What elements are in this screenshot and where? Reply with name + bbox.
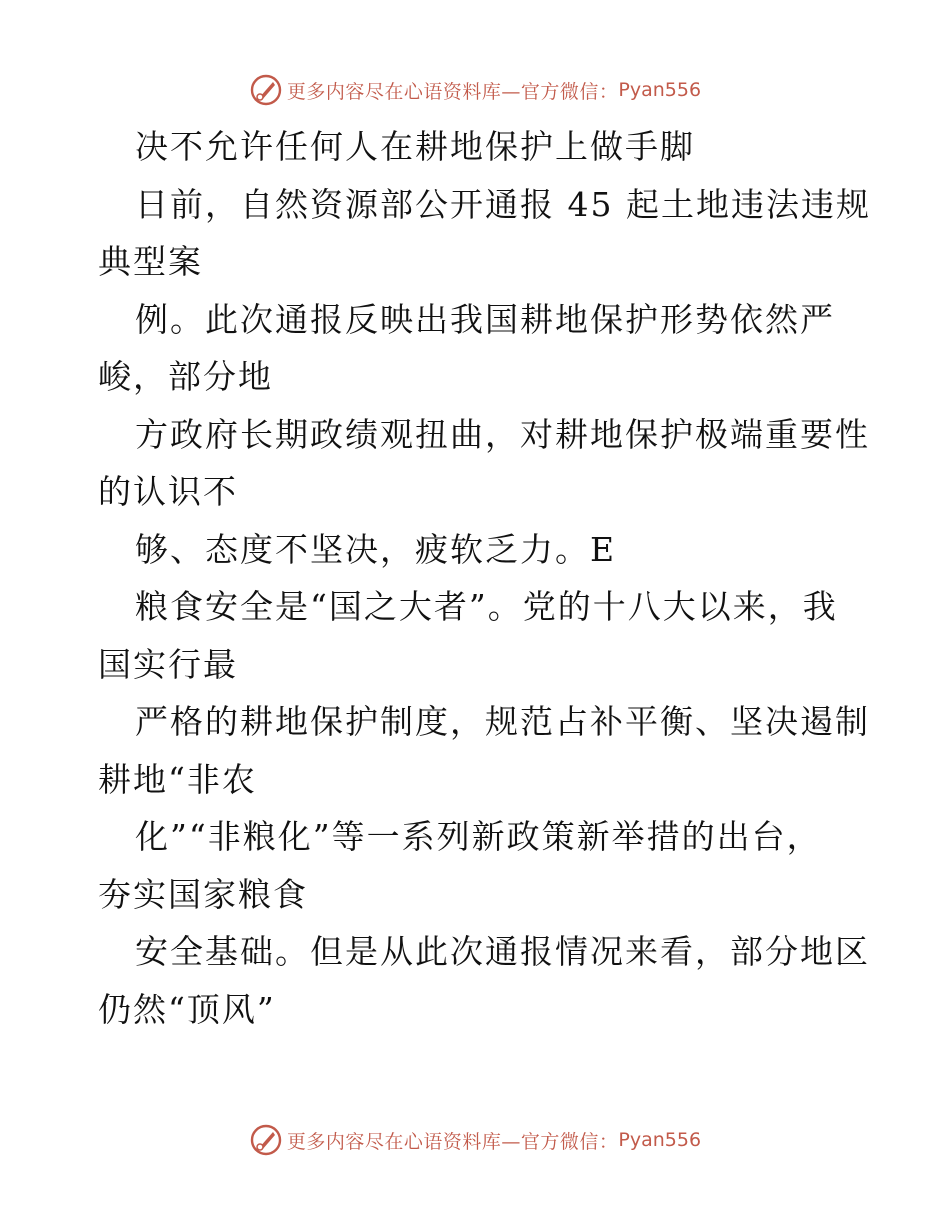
paragraph-line: 仍然“顶风” — [98, 989, 276, 1029]
paragraph-line: 的认识不 — [98, 472, 238, 511]
paragraph-line: 典型案 — [98, 242, 203, 281]
brand-wechat-id: Pyan556 — [618, 1129, 702, 1151]
paragraph-line: 夯实国家粮食 — [98, 874, 308, 914]
paragraph-line: 峻，部分地 — [98, 357, 273, 396]
paragraph-line: 够、态度不坚决，疲软乏力。E — [135, 529, 617, 569]
paragraph-line: 例。此次通报反映出我国耕地保护形势依然严 — [135, 299, 835, 339]
brand-wechat-id: Pyan556 — [618, 79, 702, 101]
brand-text: 更多内容尽在心语资料库—官方微信： — [286, 1130, 619, 1153]
header-banner — [0, 70, 950, 110]
paragraph-line: 国实行最 — [98, 644, 238, 684]
brand-text: 更多内容尽在心语资料库—官方微信： — [286, 80, 619, 103]
paragraph-line: 化”“非粮化”等一系列新政策新举措的出台， — [135, 817, 822, 856]
quill-pen-logo-icon — [249, 1123, 283, 1157]
quill-pen-logo-icon — [249, 73, 283, 107]
document-body — [98, 118, 871, 1038]
paragraph-line: 耕地“非农 — [98, 759, 257, 799]
paragraph-line: 粮食安全是“国之大者”。党的十八大以来，我 — [135, 587, 838, 626]
paragraph-line: 严格的耕地保护制度，规范占补平衡、坚决遏制 — [135, 702, 870, 741]
paragraph-line: 日前，自然资源部公开通报 45 起土地违法违规 — [135, 184, 871, 224]
doc-title: 决不允许任何人在耕地保护上做手脚 — [135, 127, 695, 166]
paragraph-line: 方政府长期政绩观扭曲，对耕地保护极端重要性 — [135, 414, 870, 454]
paragraph-line: 安全基础。但是从此次通报情况来看，部分地区 — [135, 932, 870, 971]
footer-banner — [0, 1120, 950, 1160]
